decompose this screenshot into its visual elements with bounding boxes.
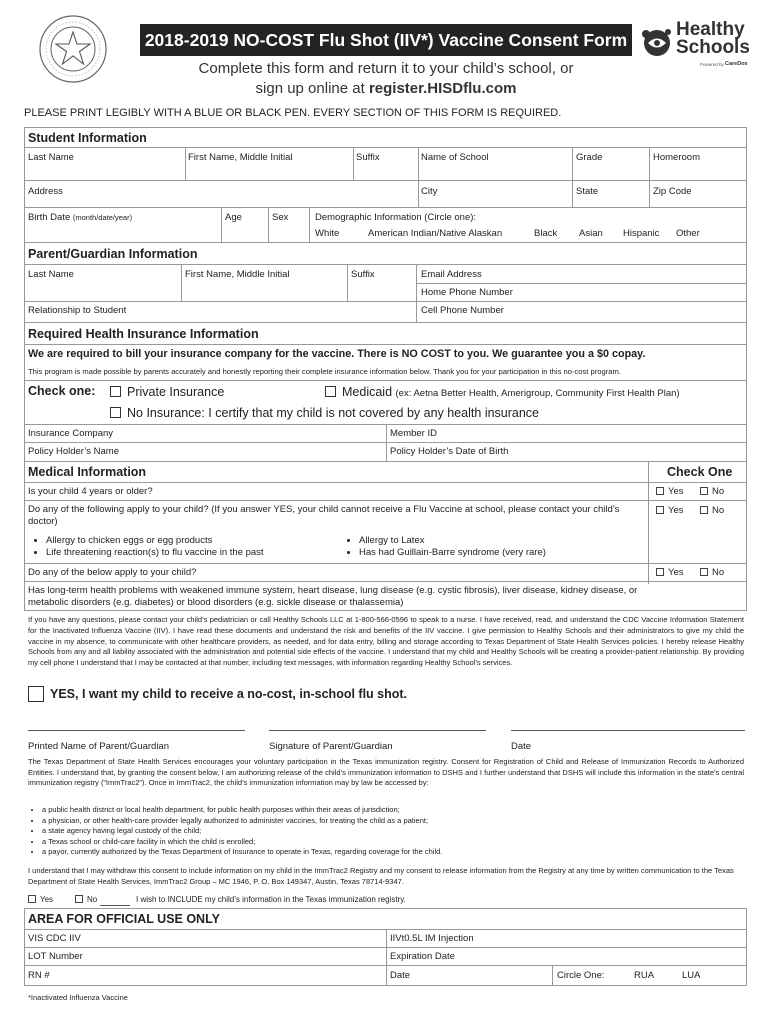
list-item: • a state agency having legal custody of the child; <box>42 826 442 837</box>
q1-yes-checkbox[interactable]: Yes <box>656 486 684 497</box>
medicaid-checkbox[interactable] <box>325 385 680 399</box>
printed-name-label: Printed Name of Parent/Guardian <box>28 741 169 752</box>
guardian-info-heading: Parent/Guardian Information <box>28 247 198 261</box>
powered-by-text: Powered by <box>700 62 724 67</box>
registry-access-list <box>32 805 442 858</box>
iiv-injection-field[interactable]: IIVt0.5L IM Injection <box>390 933 474 944</box>
caredox-text: CareDox <box>725 61 748 67</box>
list-item: • a public health district or local health department, for public health purposes within their areas of jurisdiction; <box>42 805 442 816</box>
student-first-name-field[interactable]: First Name, Middle Initial <box>188 152 293 163</box>
state-field[interactable]: State <box>576 186 599 197</box>
list-item: • a payor, currently authorized by the Texas Department of Insurance to operate in Texas, regarding coverage for the child. <box>42 847 442 858</box>
printed-name-line[interactable] <box>28 730 245 731</box>
signature-line[interactable] <box>269 730 486 731</box>
logo-text-healthy: Healthy <box>676 19 745 40</box>
question-age: Is your child 4 years or older? <box>28 486 153 497</box>
subtitle-line1: Complete this form and return it to your child’s school, or <box>198 60 574 77</box>
check-one-column-heading: Check One <box>667 465 733 479</box>
guardian-suffix-field[interactable]: Suffix <box>351 269 375 280</box>
guardian-last-name-field[interactable]: Last Name <box>28 269 74 280</box>
official-use-heading: AREA FOR OFFICIAL USE ONLY <box>28 912 220 926</box>
registry-yes-checkbox[interactable]: Yes <box>28 895 53 904</box>
member-id-field[interactable]: Member ID <box>390 428 437 439</box>
list-item: • a Texas school or child-care facility in which the child is enrolled; <box>42 837 442 848</box>
registry-no-checkbox[interactable]: No <box>75 895 97 904</box>
sex-field[interactable]: Sex <box>272 212 289 223</box>
registry-include-label: I wish to INCLUDE my child’s information in the Texas immunization registry. <box>136 895 406 904</box>
date-label: Date <box>511 741 532 752</box>
grade-field[interactable]: Grade <box>576 152 603 163</box>
school-name-field[interactable]: Name of School <box>421 152 489 163</box>
registry-withdraw-note: I understand that I may withdraw this consent to include information on my child in the ImmTrac2 Registry and my consent to release information from the Registry at any time by written communication to the Texas Department of State Health Services, ImmTrac2 Group – MC 1946, P. O. Box 149347, Austin, Texas 78714-9347. <box>28 866 734 886</box>
q3-no-checkbox[interactable]: No <box>700 567 724 578</box>
no-insurance-label: No Insurance: I certify that my child is not covered by any health insurance <box>127 406 540 420</box>
insurance-program-note: This program is made possible by parents accurately and honestly reporting their complete insurance information below. Thank you for your participation in this no-cost program. <box>28 367 621 376</box>
q2-no-checkbox[interactable]: No <box>700 505 724 516</box>
q2-yes-checkbox[interactable]: Yes <box>656 505 684 516</box>
email-field[interactable]: Email Address <box>421 269 482 280</box>
consent-yes-label: YES, I want my child to receive a no-cost, in-school flu shot. <box>50 687 408 701</box>
insurance-company-field[interactable]: Insurance Company <box>28 428 114 439</box>
private-insurance-checkbox[interactable] <box>110 385 224 399</box>
private-insurance-label: Private Insurance <box>127 385 225 399</box>
logo-text-schools: Schools <box>676 37 750 58</box>
check-one-label: Check one: <box>28 384 96 398</box>
demo-option-american-indian[interactable]: American Indian/Native Alaskan <box>368 228 503 239</box>
policy-holder-dob-field[interactable]: Policy Holder’s Date of Birth <box>390 446 509 457</box>
signature-label: Signature of Parent/Guardian <box>269 741 393 752</box>
age-field[interactable]: Age <box>225 212 242 223</box>
q1-no-checkbox[interactable]: No <box>700 486 724 497</box>
insurance-no-cost-statement: We are required to bill your insurance company for the vaccine. There is NO COST to you. We guarantee you a $0 copay. <box>28 348 646 360</box>
list-item: • Allergy to chicken eggs or egg products <box>46 535 264 547</box>
private-insurance-box[interactable] <box>110 386 121 397</box>
guardian-first-name-field[interactable]: First Name, Middle Initial <box>185 269 290 280</box>
birth-date-format: (month/date/year) <box>72 213 133 222</box>
policy-holder-name-field[interactable]: Policy Holder’s Name <box>28 446 119 457</box>
contraindication-list-right <box>345 535 546 559</box>
expiration-date-field[interactable]: Expiration Date <box>390 951 455 962</box>
no-insurance-box[interactable] <box>110 407 121 418</box>
registry-paragraph: The Texas Department of State Health Services encourages your voluntary participation in the Texas immunization registry. Consent for Registration of Child and Release of Immunization Records to Authorized Entities. I understand that, by granting the consent below, I am authorizing release of the child’s immunization information to DSHS and I further understand that DSHS will include this information in the state’s central immunization registry (“ImmTrac2”). Once in ImmTrac2, the child’s immunization information may by law be accessed by: <box>28 757 744 788</box>
zip-code-field[interactable]: Zip Code <box>653 186 692 197</box>
page-title: 2018-2019 NO-COST Flu Shot (IIV*) Vaccine Consent Form <box>140 24 632 56</box>
student-suffix-field[interactable]: Suffix <box>356 152 380 163</box>
healthy-schools-logo <box>640 20 760 72</box>
official-date-field[interactable]: Date <box>390 970 411 981</box>
medicaid-examples: (ex: Aetna Better Health, Amerigroup, Community First Health Plan) <box>395 388 680 399</box>
list-item: • Has had Guillain-Barre syndrome (very rare) <box>359 547 546 559</box>
consent-checkbox[interactable] <box>28 686 44 702</box>
demo-option-other[interactable]: Other <box>676 228 700 239</box>
homeroom-field[interactable]: Homeroom <box>653 152 700 163</box>
demo-option-white[interactable]: White <box>315 228 340 239</box>
subtitle-prefix: sign up online at <box>255 80 369 97</box>
subtitle-line2 <box>140 80 632 97</box>
city-field[interactable]: City <box>421 186 438 197</box>
register-link[interactable]: register.HISDflu.com <box>368 80 517 97</box>
print-instructions: PLEASE PRINT LEGIBLY WITH A BLUE OR BLACK PEN. EVERY SECTION OF THIS FORM IS REQUIRED. <box>24 107 562 119</box>
question-health-problems: Do any of the below apply to your child? <box>28 567 197 578</box>
q3-yes-checkbox[interactable]: Yes <box>656 567 684 578</box>
question-contraindications: Do any of the following apply to your child? (If you answer YES, your child cannot receive a Flu Vaccine at school, please contact your child’s doctor) <box>28 504 620 527</box>
rn-number-field[interactable]: RN # <box>28 970 50 981</box>
birth-date-field[interactable] <box>28 212 132 223</box>
demo-option-asian[interactable]: Asian <box>579 228 603 239</box>
contraindication-list-left <box>32 535 264 559</box>
home-phone-field[interactable]: Home Phone Number <box>421 287 513 298</box>
health-problems-detail: Has long-term health problems with weakened immune system, heart disease, lung disease (e.g. cystic fibrosis), liver disease, kidney disease, or metabolic disorders (e.g. diabetes) or blood disorders (e.g. sickle disease or thalassemia) <box>28 585 638 608</box>
medicaid-box[interactable] <box>325 386 336 397</box>
demographic-label: Demographic Information (Circle one): <box>315 212 477 223</box>
list-item: • Life threatening reaction(s) to flu vaccine in the past <box>46 547 264 559</box>
cell-phone-field[interactable]: Cell Phone Number <box>421 305 504 316</box>
insurance-heading: Required Health Insurance Information <box>28 327 259 341</box>
list-item: • Allergy to Latex <box>359 535 546 547</box>
student-info-heading: Student Information <box>28 131 147 145</box>
district-seal <box>38 14 108 84</box>
footnote: *Inactivated Influenza Vaccine <box>28 993 128 1002</box>
student-last-name-field[interactable]: Last Name <box>28 152 74 163</box>
medical-info-heading: Medical Information <box>28 465 147 479</box>
circle-one-label: Circle One: <box>557 970 605 981</box>
birth-date-label: Birth Date <box>28 212 71 223</box>
injection-site-lua[interactable]: LUA <box>682 970 701 981</box>
relationship-field[interactable]: Relationship to Student <box>28 305 127 316</box>
no-insurance-checkbox[interactable] <box>110 406 539 420</box>
injection-site-rua[interactable]: RUA <box>634 970 655 981</box>
list-item: • a physician, or other health-care provider legally authorized to administer vaccines, for treating the child as a patient; <box>42 816 442 827</box>
demo-option-black[interactable]: Black <box>534 228 558 239</box>
medicaid-label: Medicaid <box>342 385 393 399</box>
date-line[interactable] <box>511 730 745 731</box>
lot-number-field[interactable]: LOT Number <box>28 951 83 962</box>
vis-cdc-field[interactable]: VIS CDC IIV <box>28 933 81 944</box>
address-field[interactable]: Address <box>28 186 63 197</box>
demo-option-hispanic[interactable]: Hispanic <box>623 228 660 239</box>
consent-paragraph: If you have any questions, please contact your child’s pediatrician or call Healthy Schools LLC at 1-800-566-0596 to speak to a nurse. I have received, read, and understand the CDC Vaccine Information Statement for the Inactivated Influenza Vaccine (IIV). I have read these documents and understand the risk and benefits of the IIV vaccine. I give permission to Healthy Schools and their administrators to give my child the vaccine in my absence, to communicate with other healthcare providers, as needed, and for data entry, billing and storage according to Texas Department of State Health Services policies. I hereby release Healthy Schools from any and all liability associated with the administration and potential side effects of the vaccine. I understand that my child and Healthy Schools will be creating a provider-patient relationship. By providing my cell phone I understand that I may be contacted at that number, including text messages, with information regarding Healthy School’s services. <box>28 615 744 668</box>
